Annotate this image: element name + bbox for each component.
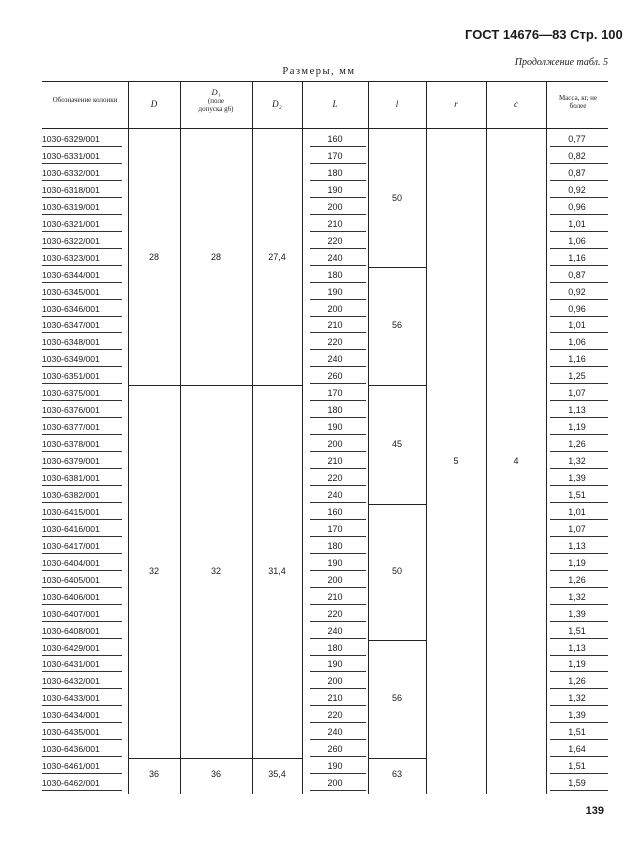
row-underline [550, 536, 608, 537]
row-L: 190 [327, 422, 343, 433]
row-underline [310, 553, 366, 554]
group-D2: 35,4 [268, 769, 286, 780]
row-underline [42, 248, 122, 249]
row-L: 170 [327, 388, 343, 399]
row-underline [310, 366, 366, 367]
row-designation: 1030-6382/001 [42, 489, 100, 500]
row-underline [42, 146, 122, 147]
row-mass: 1,19 [568, 422, 586, 433]
row-designation: 1030-6405/001 [42, 574, 100, 585]
row-underline [550, 400, 608, 401]
l-group-divider [368, 640, 426, 641]
row-underline [42, 604, 122, 605]
row-underline [42, 655, 122, 656]
row-L: 240 [327, 625, 343, 636]
row-mass: 1,26 [568, 574, 586, 585]
dimensions-label: Размеры, мм [282, 66, 356, 77]
row-mass: 1,51 [568, 727, 586, 738]
row-designation: 1030-6344/001 [42, 269, 100, 280]
row-underline [310, 163, 366, 164]
row-underline [42, 688, 122, 689]
row-underline [550, 553, 608, 554]
row-underline [310, 655, 366, 656]
row-underline [310, 231, 366, 232]
group-D1: 32 [210, 565, 221, 576]
row-mass: 1,19 [568, 659, 586, 670]
row-underline [550, 604, 608, 605]
row-mass: 1,16 [568, 354, 586, 365]
row-L: 180 [327, 405, 343, 416]
group-D1: 36 [210, 769, 221, 780]
row-mass: 0,77 [568, 134, 586, 144]
row-underline [550, 265, 608, 266]
row-underline [550, 146, 608, 147]
row-L: 240 [327, 727, 343, 738]
row-underline [42, 197, 122, 198]
row-underline [550, 671, 608, 672]
col-header-D1: D₁ [211, 87, 221, 97]
row-mass: 1,51 [568, 625, 586, 636]
row-underline [42, 638, 122, 639]
row-mass: 0,92 [568, 184, 586, 195]
row-underline [42, 282, 122, 283]
row-underline [550, 468, 608, 469]
row-mass: 1,19 [568, 557, 586, 568]
standard-header: ГОСТ 14676—83 Стр. 100 [465, 27, 623, 42]
column-divider [368, 81, 369, 794]
row-underline [310, 705, 366, 706]
row-L: 180 [327, 167, 343, 178]
col-header-D2: D₂ [272, 99, 282, 109]
row-underline [310, 587, 366, 588]
row-underline [310, 570, 366, 571]
row-designation: 1030-6435/001 [42, 727, 100, 738]
col-header-D1-note: (поле допуска g6) [198, 97, 234, 113]
row-underline [310, 621, 366, 622]
row-underline [550, 163, 608, 164]
row-underline [42, 265, 122, 266]
row-underline [310, 316, 366, 317]
row-designation: 1030-6431/001 [42, 659, 100, 670]
row-designation: 1030-6408/001 [42, 625, 100, 636]
row-L: 180 [327, 642, 343, 653]
row-designation: 1030-6433/001 [42, 693, 100, 704]
row-underline [310, 756, 366, 757]
row-underline [550, 519, 608, 520]
header-bottom-rule [42, 128, 608, 129]
row-designation: 1030-6376/001 [42, 405, 100, 416]
row-underline [550, 180, 608, 181]
column-divider [252, 81, 253, 794]
row-mass: 0,82 [568, 150, 586, 161]
row-underline [42, 790, 122, 791]
row-underline [550, 282, 608, 283]
row-underline [310, 688, 366, 689]
col-header-L: L [332, 99, 338, 109]
row-mass: 1,16 [568, 252, 586, 263]
row-underline [550, 756, 608, 757]
row-L: 240 [327, 354, 343, 365]
row-mass: 1,32 [568, 591, 586, 602]
row-L: 220 [327, 710, 343, 721]
row-underline [42, 451, 122, 452]
row-L: 200 [327, 574, 343, 585]
row-underline [550, 638, 608, 639]
l-group-divider [368, 504, 426, 505]
row-underline [42, 316, 122, 317]
row-underline [42, 417, 122, 418]
row-L: 220 [327, 473, 343, 483]
col-header-r: r [454, 99, 458, 109]
row-mass: 1,06 [568, 235, 586, 246]
row-mass: 1,51 [568, 489, 586, 500]
row-underline [42, 214, 122, 215]
row-underline [310, 451, 366, 452]
row-mass: 0,87 [568, 269, 586, 280]
row-underline [550, 332, 608, 333]
row-mass: 0,92 [568, 286, 586, 297]
row-designation: 1030-6436/001 [42, 744, 100, 755]
row-underline [550, 451, 608, 452]
row-underline [550, 485, 608, 486]
row-underline [42, 739, 122, 740]
row-L: 200 [327, 676, 343, 687]
value-c: 4 [513, 455, 519, 466]
row-underline [550, 570, 608, 571]
row-mass: 1,01 [568, 320, 586, 331]
row-underline [550, 417, 608, 418]
row-L: 210 [327, 591, 343, 602]
row-underline [310, 417, 366, 418]
row-designation: 1030-6406/001 [42, 591, 100, 602]
row-underline [42, 485, 122, 486]
row-L: 180 [327, 540, 343, 551]
row-mass: 0,96 [568, 303, 586, 314]
row-L: 190 [327, 659, 343, 670]
row-underline [310, 214, 366, 215]
row-designation: 1030-6347/001 [42, 320, 100, 331]
row-L: 190 [327, 184, 343, 195]
row-underline [550, 383, 608, 384]
row-mass: 1,01 [568, 218, 586, 229]
row-underline [310, 671, 366, 672]
row-underline [42, 502, 122, 503]
row-underline [310, 180, 366, 181]
row-designation: 1030-6322/001 [42, 235, 100, 246]
row-L: 190 [327, 557, 343, 568]
group-D: 28 [148, 252, 159, 263]
row-L: 200 [327, 778, 343, 789]
row-designation: 1030-6415/001 [42, 506, 100, 517]
row-L: 240 [327, 489, 343, 500]
group-l: 50 [391, 192, 402, 203]
l-group-divider [368, 385, 426, 386]
group-l: 50 [391, 565, 402, 576]
row-underline [310, 604, 366, 605]
row-underline [42, 671, 122, 672]
continuation-label: Продолжение табл. 5 [514, 57, 608, 68]
row-underline [42, 163, 122, 164]
row-L: 190 [327, 761, 343, 772]
row-mass: 1,07 [568, 388, 586, 399]
row-mass: 1,01 [568, 506, 586, 517]
page-number: 139 [585, 805, 604, 817]
group-divider [128, 758, 302, 759]
row-underline [42, 553, 122, 554]
row-underline [310, 400, 366, 401]
row-underline [550, 705, 608, 706]
row-underline [550, 722, 608, 723]
row-underline [310, 502, 366, 503]
row-underline [550, 773, 608, 774]
column-divider [486, 81, 487, 794]
row-designation: 1030-6349/001 [42, 354, 100, 365]
row-mass: 1,13 [568, 642, 586, 653]
row-underline [42, 621, 122, 622]
row-designation: 1030-6321/001 [42, 218, 100, 229]
row-underline [550, 231, 608, 232]
row-L: 210 [327, 218, 343, 229]
row-underline [550, 214, 608, 215]
l-group-divider [368, 758, 426, 759]
row-designation: 1030-6379/001 [42, 456, 100, 467]
row-designation: 1030-6377/001 [42, 422, 100, 433]
row-L: 170 [327, 523, 343, 534]
row-L: 210 [327, 320, 343, 331]
row-L: 200 [327, 201, 343, 212]
group-divider [128, 385, 302, 386]
row-mass: 0,87 [568, 167, 586, 178]
row-L: 210 [327, 456, 343, 467]
row-mass: 1,39 [568, 710, 586, 721]
row-L: 170 [327, 150, 343, 161]
row-L: 210 [327, 693, 343, 704]
row-underline [42, 231, 122, 232]
value-r: 5 [453, 455, 459, 466]
column-divider [426, 81, 427, 794]
row-L: 200 [327, 439, 343, 450]
row-L: 220 [327, 337, 343, 348]
row-designation: 1030-6434/001 [42, 710, 100, 721]
row-mass: 1,51 [568, 761, 586, 772]
row-mass: 1,32 [568, 693, 586, 704]
row-L: 160 [327, 506, 343, 517]
row-underline [310, 790, 366, 791]
row-mass: 1,13 [568, 540, 586, 551]
row-mass: 1,39 [568, 473, 586, 483]
row-underline [310, 248, 366, 249]
group-D2: 31,4 [268, 565, 286, 576]
row-L: 260 [327, 744, 343, 755]
col-header-c: c [514, 99, 518, 109]
row-underline [42, 587, 122, 588]
column-divider [180, 81, 181, 794]
row-underline [310, 519, 366, 520]
row-underline [310, 349, 366, 350]
row-designation: 1030-6378/001 [42, 439, 100, 450]
row-underline [550, 316, 608, 317]
row-underline [42, 349, 122, 350]
row-underline [550, 790, 608, 791]
row-underline [310, 638, 366, 639]
group-l: 63 [391, 769, 402, 780]
row-mass: 1,13 [568, 405, 586, 416]
row-L: 180 [327, 269, 343, 280]
row-mass: 1,39 [568, 608, 586, 619]
group-l: 56 [391, 692, 402, 703]
row-underline [42, 536, 122, 537]
group-l: 56 [391, 319, 402, 330]
row-designation: 1030-6345/001 [42, 286, 100, 297]
row-mass: 1,59 [568, 778, 586, 789]
row-mass: 1,64 [568, 744, 586, 755]
row-mass: 1,06 [568, 337, 586, 348]
row-underline [42, 519, 122, 520]
row-designation: 1030-6417/001 [42, 540, 100, 551]
row-underline [550, 366, 608, 367]
group-D1: 28 [210, 252, 221, 263]
row-designation: 1030-6404/001 [42, 557, 100, 568]
row-underline [310, 485, 366, 486]
row-designation: 1030-6432/001 [42, 676, 100, 687]
group-D2: 27,4 [268, 252, 286, 263]
group-D: 36 [148, 769, 159, 780]
row-designation: 1030-6381/001 [42, 473, 100, 483]
table-top-rule [42, 81, 608, 82]
row-underline [42, 400, 122, 401]
row-designation: 1030-6329/001 [42, 134, 100, 144]
row-designation: 1030-6331/001 [42, 150, 100, 161]
row-underline [550, 587, 608, 588]
row-L: 200 [327, 303, 343, 314]
row-designation: 1030-6318/001 [42, 184, 100, 195]
row-designation: 1030-6351/001 [42, 371, 100, 382]
row-underline [310, 434, 366, 435]
row-L: 190 [327, 286, 343, 297]
row-underline [42, 332, 122, 333]
row-mass: 0,96 [568, 201, 586, 212]
row-underline [310, 332, 366, 333]
col-header-l: l [395, 99, 399, 109]
row-underline [550, 502, 608, 503]
row-mass: 1,26 [568, 676, 586, 687]
row-designation: 1030-6323/001 [42, 252, 100, 263]
row-designation: 1030-6407/001 [42, 608, 100, 619]
row-underline [310, 265, 366, 266]
row-designation: 1030-6346/001 [42, 303, 100, 314]
row-designation: 1030-6416/001 [42, 523, 100, 534]
row-underline [310, 722, 366, 723]
row-underline [550, 621, 608, 622]
row-underline [550, 349, 608, 350]
row-L: 220 [327, 235, 343, 246]
row-underline [42, 299, 122, 300]
row-underline [42, 705, 122, 706]
row-underline [310, 146, 366, 147]
row-designation: 1030-6319/001 [42, 201, 100, 212]
row-underline [310, 739, 366, 740]
row-underline [310, 773, 366, 774]
row-underline [42, 366, 122, 367]
row-underline [550, 655, 608, 656]
row-mass: 1,25 [568, 371, 586, 382]
row-underline [42, 468, 122, 469]
row-underline [550, 434, 608, 435]
row-underline [42, 773, 122, 774]
row-L: 160 [327, 134, 343, 144]
row-L: 260 [327, 371, 343, 382]
row-mass: 1,07 [568, 523, 586, 534]
row-designation: 1030-6461/001 [42, 761, 100, 772]
row-underline [42, 434, 122, 435]
group-l: 45 [391, 438, 402, 449]
column-divider [128, 81, 129, 794]
row-underline [42, 383, 122, 384]
row-underline [550, 197, 608, 198]
row-underline [310, 197, 366, 198]
row-underline [550, 739, 608, 740]
col-header-designation: Обозначение колонки [52, 96, 118, 104]
row-underline [310, 383, 366, 384]
row-L: 240 [327, 252, 343, 263]
row-underline [550, 248, 608, 249]
row-underline [550, 688, 608, 689]
row-designation: 1030-6429/001 [42, 642, 100, 653]
group-D: 32 [148, 565, 159, 576]
row-underline [310, 468, 366, 469]
col-header-D: D [150, 99, 158, 109]
row-L: 220 [327, 608, 343, 619]
row-designation: 1030-6348/001 [42, 337, 100, 348]
row-designation: 1030-6332/001 [42, 167, 100, 178]
row-underline [310, 282, 366, 283]
row-underline [310, 299, 366, 300]
col-header-mass: Масса, кг, не более [558, 94, 598, 110]
row-underline [42, 570, 122, 571]
row-underline [310, 536, 366, 537]
row-mass: 1,32 [568, 456, 586, 467]
row-designation: 1030-6462/001 [42, 778, 100, 789]
row-underline [550, 299, 608, 300]
row-underline [42, 756, 122, 757]
row-mass: 1,26 [568, 439, 586, 450]
row-underline [42, 722, 122, 723]
l-group-divider [368, 267, 426, 268]
row-designation: 1030-6375/001 [42, 388, 100, 399]
row-underline [42, 180, 122, 181]
